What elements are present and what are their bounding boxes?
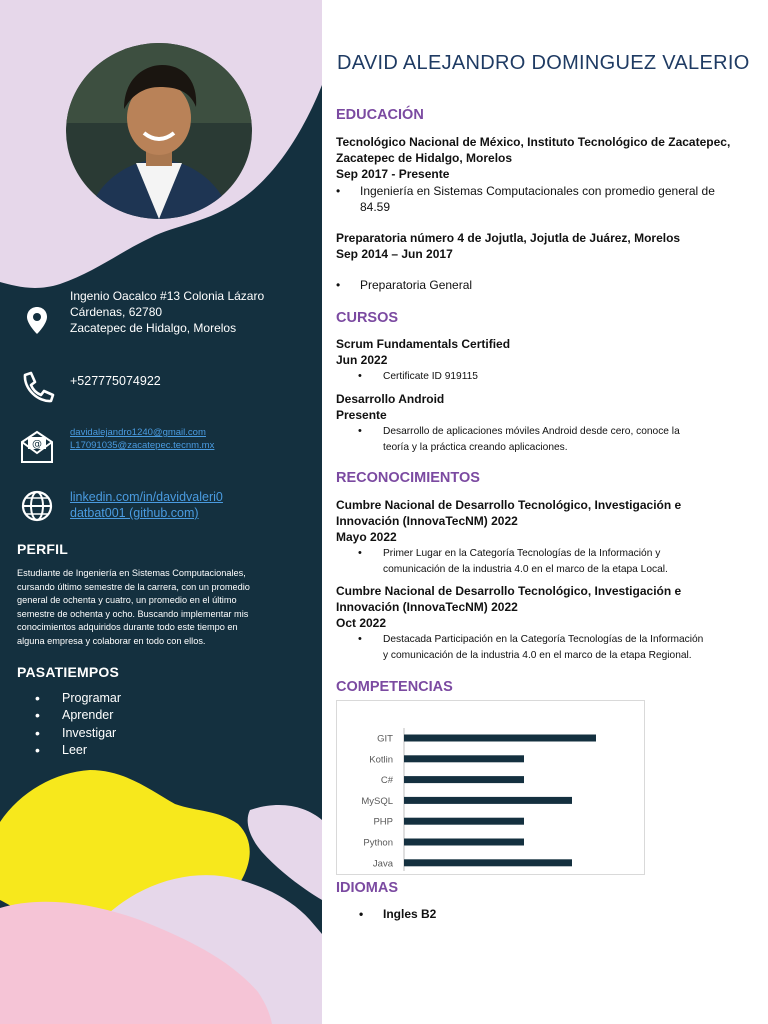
bullet-line: 84.59	[360, 200, 391, 214]
list-item: • Programar	[35, 690, 121, 707]
course-name: Desarrollo Android	[336, 392, 445, 406]
perfil-line: conocimientos adquiridos durante todo este tiempo en	[17, 622, 238, 633]
bullet-line: y comunicación de la industria 4.0 en el marco de la etapa Regional.	[383, 649, 692, 661]
pasatiempos-heading: PASATIEMPOS	[17, 664, 120, 680]
bullet: •	[336, 278, 341, 292]
github-link[interactable]: datbat001 (github.com)	[70, 506, 199, 520]
award-line: Innovación (InnovaTecNM) 2022	[336, 514, 518, 528]
bar	[404, 859, 572, 866]
idiomas-heading: IDIOMAS	[336, 880, 399, 896]
bullet-line: Primer Lugar en la Categoría Tecnologías de la Información y	[383, 548, 661, 559]
bullet: •	[358, 370, 362, 382]
y-tick-label: MySQL	[361, 795, 393, 807]
perfil-line: Estudiante de Ingeniería en Sistemas Computacionales,	[17, 568, 246, 578]
course-title	[336, 391, 444, 423]
bar	[404, 755, 524, 762]
email-icon	[18, 428, 56, 466]
skills-chart	[336, 700, 645, 875]
sidebar	[0, 0, 322, 1024]
bar	[404, 797, 572, 804]
y-tick-label: Kotlin	[369, 754, 393, 766]
phone-number[interactable]: +527775074922	[70, 374, 161, 388]
linkedin-link[interactable]: linkedin.com/in/davidvaleri0	[70, 490, 223, 504]
course-name: Scrum Fundamentals Certified	[336, 337, 511, 351]
y-tick-label: Java	[372, 858, 393, 870]
school-line: Preparatoria número 4 de Jojutla, Jojutla de Juárez, Morelos	[336, 231, 681, 245]
bullet-line: teoría y la práctica creando aplicaciones.	[383, 441, 568, 453]
email-list	[70, 426, 214, 452]
school-name	[336, 230, 680, 262]
award-line: Innovación (InnovaTecNM) 2022	[336, 600, 518, 614]
address-line: Cárdenas, 62780	[70, 305, 163, 319]
award-line: Cumbre Nacional de Desarrollo Tecnológico, Investigación e	[336, 498, 682, 512]
reconocimientos-heading: RECONOCIMIENTOS	[336, 470, 480, 486]
list-item	[336, 277, 473, 293]
bullet-line: Destacada Participación en la Categoría Tecnologías de la Información	[383, 634, 704, 645]
profile-photo	[66, 43, 252, 219]
address-line: Zacatepec de Hidalgo, Morelos	[70, 321, 237, 335]
location-pin-icon	[18, 302, 56, 340]
list-item	[358, 632, 704, 663]
list-item	[359, 906, 437, 922]
school-line: Zacatepec de Hidalgo, Morelos	[336, 151, 513, 165]
educacion-heading: EDUCACIÓN	[336, 107, 424, 123]
perfil-line: semestre de ochenta y ocho. Buscando implementar mis	[17, 608, 249, 619]
y-tick-label: C#	[380, 775, 393, 787]
bar	[404, 839, 524, 846]
award-date: Oct 2022	[336, 616, 387, 630]
bullet: •	[358, 425, 362, 437]
bullet-line: comunicación de la industria 4.0 en el marco de la etapa Local.	[383, 563, 668, 575]
list-item: • Leer	[35, 742, 121, 759]
email-link[interactable]: davidalejandro1240@gmail.com	[70, 427, 206, 438]
hobbies-list	[35, 690, 121, 759]
bullet: •	[336, 184, 341, 198]
globe-icon	[18, 487, 56, 525]
course-date: Presente	[336, 408, 387, 422]
list-item: • Investigar	[35, 725, 121, 742]
award-title	[336, 583, 681, 631]
perfil-text	[17, 567, 307, 649]
award-date: Mayo 2022	[336, 530, 397, 544]
list-item	[358, 546, 668, 577]
web-links	[70, 489, 223, 521]
svg-text:@: @	[32, 439, 42, 450]
y-tick-label: GIT	[377, 733, 393, 745]
bullet: •	[358, 633, 362, 645]
perfil-line: cursando último semestre de la carrera, con un promedio	[17, 581, 250, 592]
bullet-line: Ingeniería en Sistemas Computacionales con promedio general de	[360, 184, 715, 198]
cursos-heading: CURSOS	[336, 310, 399, 326]
school-dates: Sep 2014 – Jun 2017	[336, 247, 453, 261]
school-line: Tecnológico Nacional de México, Instituto Tecnológico de Zacatepec,	[336, 135, 731, 149]
bar	[404, 735, 596, 742]
bar	[404, 776, 524, 783]
lavender-right-shape	[248, 805, 322, 900]
award-title	[336, 497, 681, 545]
perfil-line: alguna empresa y colaborar en todo con ellos.	[17, 635, 206, 646]
course-date: Jun 2022	[336, 353, 388, 367]
school-name	[336, 134, 730, 182]
bullet: •	[359, 907, 364, 921]
bullet-line: Preparatoria General	[360, 278, 473, 292]
list-item: • Aprender	[35, 707, 121, 724]
y-tick-label: Python	[363, 837, 393, 849]
person-avatar-icon	[66, 43, 252, 219]
school-dates: Sep 2017 - Presente	[336, 167, 450, 181]
competencias-heading: COMPETENCIAS	[336, 679, 453, 695]
phone-icon	[18, 369, 56, 407]
address	[70, 288, 264, 336]
list-item	[358, 369, 478, 385]
skills-bar-chart	[337, 701, 644, 874]
bullet-line: Certificate ID 919115	[383, 371, 478, 382]
list-item	[336, 183, 715, 215]
perfil-line: general de ochenta y cuatro, un promedio en el último	[17, 595, 237, 606]
course-title	[336, 336, 510, 368]
bar	[404, 818, 524, 825]
bullet-line: Desarrollo de aplicaciones móviles Android desde cero, conoce la	[383, 426, 680, 437]
award-line: Cumbre Nacional de Desarrollo Tecnológico, Investigación e	[336, 584, 682, 598]
address-line: Ingenio Oacalco #13 Colonia Lázaro	[70, 289, 265, 303]
list-item	[358, 424, 680, 455]
y-tick-label: PHP	[373, 816, 393, 828]
bullet: •	[358, 547, 362, 559]
full-name: DAVID ALEJANDRO DOMINGUEZ VALERIO	[337, 52, 750, 74]
email-link[interactable]: L17091035@zacatepec.tecnm.mx	[70, 440, 215, 451]
perfil-heading: PERFIL	[17, 541, 68, 557]
language-item: Ingles B2	[383, 907, 437, 921]
